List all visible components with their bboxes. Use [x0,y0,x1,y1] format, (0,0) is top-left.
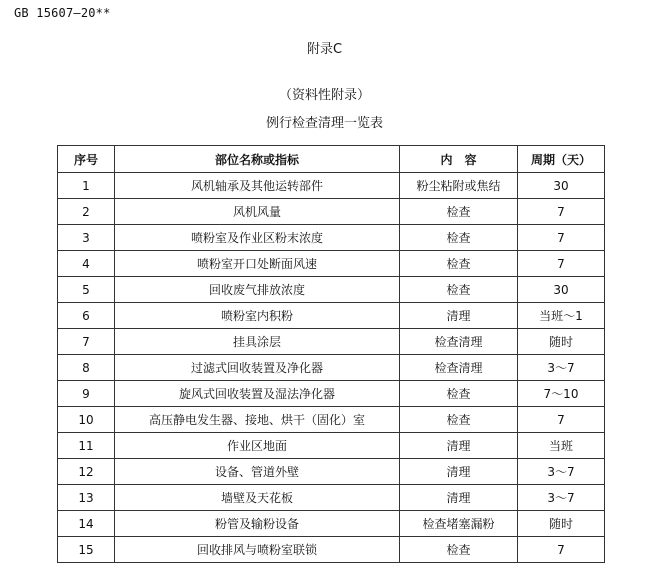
table-row [58,537,605,563]
cell-cycle: 7 [518,225,605,251]
inspection-cleaning-table [57,145,605,563]
table-row [58,277,605,303]
header-part-or-indicator: 部位名称或指标 [115,146,400,173]
cell-cycle: 30 [518,173,605,199]
cell-serial-number: 9 [58,381,115,407]
cell-serial-number: 8 [58,355,115,381]
cell-part: 喷粉室内积粉 [115,303,400,329]
table-row [58,381,605,407]
table-row [58,511,605,537]
cell-part: 挂具涂层 [115,329,400,355]
table-row [58,251,605,277]
table-row [58,329,605,355]
cell-content: 检查 [400,199,518,225]
cell-cycle: 7～10 [518,381,605,407]
table-row [58,225,605,251]
cell-serial-number: 5 [58,277,115,303]
cell-content: 检查清理 [400,355,518,381]
cell-content: 粉尘粘附或焦结 [400,173,518,199]
cell-part: 风机风量 [115,199,400,225]
cell-content: 检查 [400,225,518,251]
cell-cycle: 3～7 [518,459,605,485]
header-content: 内 容 [400,146,518,173]
cell-content: 检查 [400,407,518,433]
table-row [58,303,605,329]
cell-serial-number: 6 [58,303,115,329]
cell-serial-number: 10 [58,407,115,433]
cell-cycle: 当班～1 [518,303,605,329]
cell-part: 墙壁及天花板 [115,485,400,511]
cell-cycle: 随时 [518,511,605,537]
cell-part: 喷粉室开口处断面风速 [115,251,400,277]
cell-content: 检查清理 [400,329,518,355]
cell-serial-number: 12 [58,459,115,485]
cell-part: 作业区地面 [115,433,400,459]
cell-serial-number: 3 [58,225,115,251]
table-row [58,355,605,381]
appendix-title: 附录C [306,42,343,57]
cell-content: 清理 [400,459,518,485]
header-serial-number: 序号 [58,146,115,173]
cell-content: 清理 [400,303,518,329]
cell-content: 检查 [400,251,518,277]
appendix-note: （资料性附录） [278,88,370,103]
table-row [58,433,605,459]
cell-cycle: 30 [518,277,605,303]
cell-content: 检查 [400,277,518,303]
cell-serial-number: 13 [58,485,115,511]
table-header-row [58,146,605,173]
cell-part: 旋风式回收装置及湿法净化器 [115,381,400,407]
cell-cycle: 当班 [518,433,605,459]
cell-cycle: 7 [518,251,605,277]
cell-part: 喷粉室及作业区粉末浓度 [115,225,400,251]
cell-content: 检查 [400,381,518,407]
cell-part: 设备、管道外壁 [115,459,400,485]
standard-code: GB 15607—20** [14,6,111,20]
cell-serial-number: 4 [58,251,115,277]
table-row [58,199,605,225]
table-row [58,459,605,485]
cell-cycle: 7 [518,407,605,433]
table-row [58,407,605,433]
cell-part: 回收排风与喷粉室联锁 [115,537,400,563]
cell-cycle: 7 [518,199,605,225]
cell-part: 风机轴承及其他运转部件 [115,173,400,199]
cell-content: 清理 [400,485,518,511]
cell-cycle: 随时 [518,329,605,355]
cell-part: 粉管及输粉设备 [115,511,400,537]
cell-content: 检查堵塞漏粉 [400,511,518,537]
cell-part: 高压静电发生器、接地、烘干（固化）室 [115,407,400,433]
cell-cycle: 3～7 [518,355,605,381]
cell-cycle: 3～7 [518,485,605,511]
cell-cycle: 7 [518,537,605,563]
cell-content: 检查 [400,537,518,563]
table-row [58,173,605,199]
table-row [58,485,605,511]
cell-part: 过滤式回收装置及净化器 [115,355,400,381]
table-caption: 例行检查清理一览表 [265,116,383,131]
cell-serial-number: 14 [58,511,115,537]
cell-content: 清理 [400,433,518,459]
cell-serial-number: 7 [58,329,115,355]
cell-part: 回收废气排放浓度 [115,277,400,303]
cell-serial-number: 2 [58,199,115,225]
cell-serial-number: 1 [58,173,115,199]
header-cycle-days: 周期（天） [518,146,605,173]
cell-serial-number: 11 [58,433,115,459]
cell-serial-number: 15 [58,537,115,563]
